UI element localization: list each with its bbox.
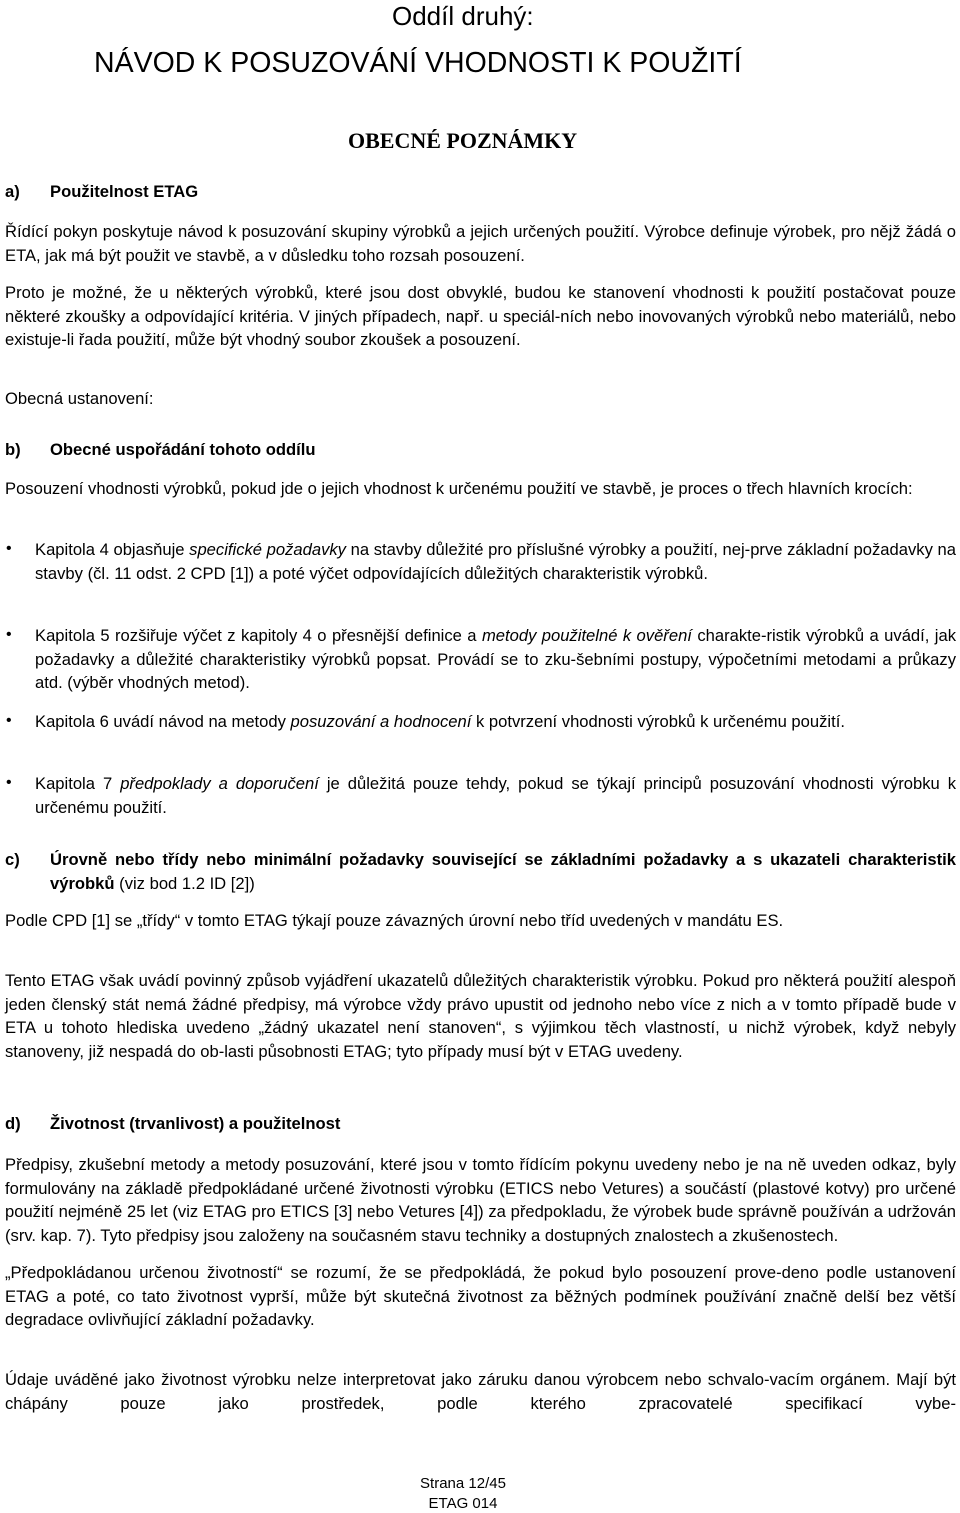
section-d-paragraph-1: Předpisy, zkušební metody a metody posuzování, které jsou v tomto řídícím pokynu uvedeny nebo je na ně uveden odkaz, byly formulovány na základě předpokládané určené životnosti výrobku (ETICS nebo Vetures) a součástí (plastové kotvy) pro určené použití nejméně 25 let (viz ETAG pro ETICS [3] nebo Vetures [4]) za předpokladu, že výrobek bude správně používán a udržován (srv. kap. 7). Tyto předpisy jsou založeny na současném stavu techniky a dostupných znalostech a zkušenostech. bbox=[5, 1155, 956, 1245]
section-d-label: d) bbox=[5, 1114, 21, 1133]
section-title: Oddíl druhý: bbox=[392, 1, 534, 31]
document-id: ETAG 014 bbox=[428, 1495, 498, 1512]
section-c-paragraph-1: Podle CPD [1] se „třídy“ v tomto ETAG týkají pouze závazných úrovní nebo tříd uvedených v mandátu ES. bbox=[5, 911, 784, 930]
section-d-title: Životnost (trvanlivost) a použitelnost bbox=[50, 1114, 341, 1133]
section-c-reference: (viz bod 1.2 ID [2]) bbox=[114, 873, 255, 893]
page-number: Strana 12/45 bbox=[420, 1475, 506, 1492]
section-a-paragraph-1: Řídící pokyn poskytuje návod k posuzování skupiny výrobků a jejich určených použití. Výrobce definuje výrobek, pro nějž žádá o ETA, jak má být použit ve stavbě, a v důsledku toho rozsah posouzení. bbox=[5, 222, 956, 265]
general-notes-heading: OBECNÉ POZNÁMKY bbox=[348, 128, 578, 153]
list-item-chapter-7: Kapitola 7 předpoklady a doporučení je důležitá pouze tehdy, pokud se týkají principů posuzování vhodnosti výrobku k určenému použití. bbox=[35, 774, 957, 817]
section-c-paragraph-2: Tento ETAG však uvádí povinný způsob vyjádření ukazatelů důležitých charakteristik výrobku. Pokud pro některá použití alespoň jeden členský stát nemá žádné předpisy, má výrobce vždy právo upustit od jednoho nebo více z nich a v tomto případě bude v ETA u tohoto hlediska uvedeno „žádný ukazatel není stanoven“, s výjimkou těch vlastností, u nichž výrobek, když nebyly stanoveny, již nespadá do ob-lasti působnosti ETAG; tyto případy musí být v ETAG uvedeny. bbox=[5, 971, 956, 1061]
section-b-intro: Posouzení vhodnosti výrobků, pokud jde o jejich vhodnost k určenému použití ve stavbě, je proces o třech hlavních krocích: bbox=[5, 479, 913, 498]
section-c-title: Úrovně nebo třídy nebo minimální požadavky související se základními požadavky a s ukazateli charakteristik výrobků bbox=[50, 850, 956, 893]
section-b-label: b) bbox=[5, 440, 21, 459]
section-b-title: Obecné uspořádání tohoto oddílu bbox=[50, 440, 316, 459]
section-d-paragraph-2: „Předpokládanou určenou životností“ se rozumí, že se předpokládá, že pokud bylo posouzení prove-deno podle ustanovení ETAG a poté, co tato životnost vyprší, může být skutečná životnost za běžných podmínek používání značně delší bez větší degradace ovlivňující základní požadavky. bbox=[5, 1263, 956, 1329]
page-title: NÁVOD K POSUZOVÁNÍ VHODNOSTI K POUŽITÍ bbox=[94, 47, 742, 79]
list-item-chapter-4: Kapitola 4 objasňuje specifické požadavky na stavby důležité pro příslušné výrobky a použití, nej-prve základní požadavky na stavby (čl. 11 odst. 2 CPD [1]) a poté výčet odpovídajících důležitých charakteristik výrobků. bbox=[35, 540, 956, 583]
section-b-heading bbox=[5, 440, 316, 460]
section-c-label: c) bbox=[5, 850, 20, 869]
list-item-chapter-6: Kapitola 6 uvádí návod na metody posuzování a hodnocení k potvrzení vhodnosti výrobků k určenému použití. bbox=[35, 712, 845, 731]
bullet-icon: • bbox=[6, 540, 12, 557]
section-a-title: Použitelnost ETAG bbox=[50, 182, 199, 201]
section-a-label: a) bbox=[5, 182, 20, 201]
bullet-icon: • bbox=[6, 712, 12, 729]
section-a-paragraph-3: Obecná ustanovení: bbox=[5, 389, 154, 408]
bullet-icon: • bbox=[6, 774, 12, 791]
section-a-paragraph-2: Proto je možné, že u některých výrobků, které jsou dost obvyklé, budou ke stanovení vhodnosti k použití postačovat pouze některé zkoušky a odpovídající kritéria. V jiných případech, např. u speciál-ních nebo inovovaných výrobků nebo materiálů, nebo existuje-li řada použití, může být vhodný soubor zkoušek a posouzení. bbox=[5, 283, 956, 349]
section-c-heading bbox=[50, 848, 956, 895]
section-d-paragraph-3: Údaje uváděné jako životnost výrobku nelze interpretovat jako záruku danou výrobcem nebo schvalo-vacím orgánem. Mají být chápány pouze jako prostředek, podle kterého zpracovatelé specifikací vybe- bbox=[5, 1370, 956, 1413]
bullet-icon: • bbox=[6, 626, 12, 643]
list-item-chapter-5: Kapitola 5 rozšiřuje výčet z kapitoly 4 o přesnější definice a metody použitelné k ověření charakte-ristik výrobků a uvádí, jak požadavky a důležité charakteristiky výrobků popsat. Provádí se to zku-šebními postupy, výpočetními metodami a průkazy atd. (výběr vhodných metod). bbox=[35, 626, 956, 692]
section-a-heading bbox=[5, 182, 198, 202]
section-d-heading bbox=[5, 1114, 340, 1134]
